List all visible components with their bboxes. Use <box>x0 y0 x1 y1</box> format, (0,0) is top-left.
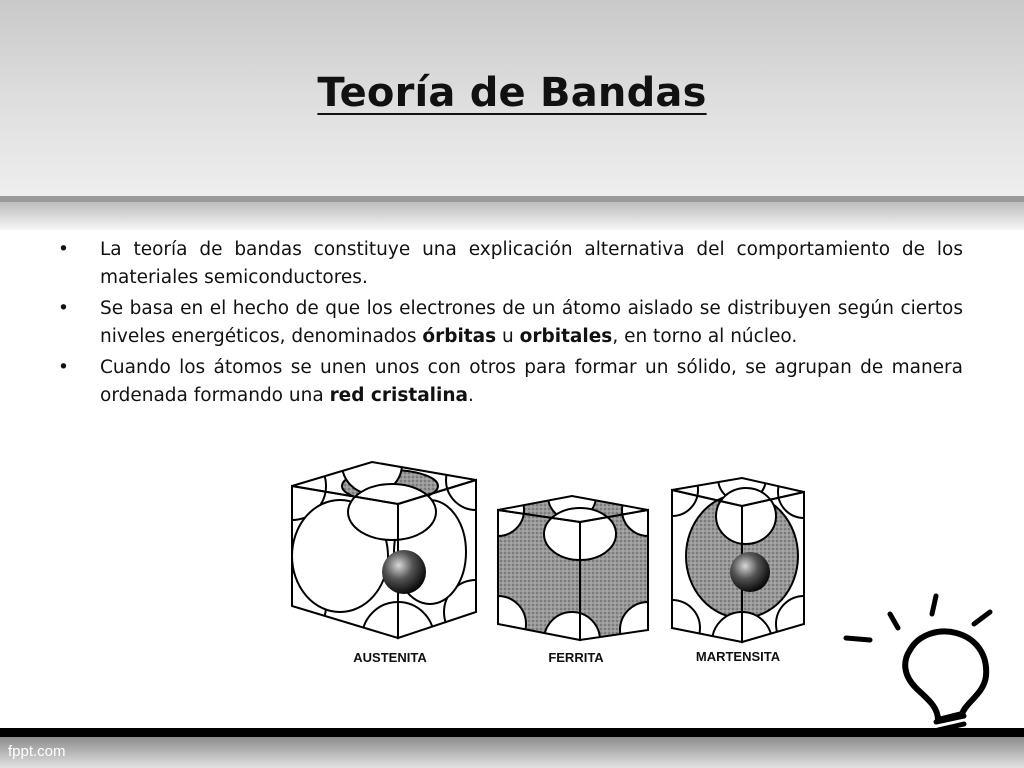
bullet-bold-term: órbitas <box>422 326 497 347</box>
slide-title <box>0 70 1024 116</box>
bullet-bold-term: orbitales <box>519 326 613 347</box>
bullet-item <box>58 354 963 410</box>
austenita-cell <box>280 452 508 674</box>
bullet-text: . <box>468 385 474 406</box>
header-divider-shadow <box>0 202 1024 230</box>
bullet-marker: • <box>58 298 69 319</box>
slide-title-text: Teoría de Bandas <box>317 70 707 116</box>
martensita-cell <box>644 454 820 672</box>
crystal-structures-figure <box>280 452 820 674</box>
footer-brand: fppt.com <box>8 743 66 760</box>
figure-label-martensita: MARTENSITA <box>695 649 781 664</box>
figure-label-ferrita: FERRITA <box>548 650 604 665</box>
bullet-bold-term: red cristalina <box>329 385 469 406</box>
figure-label-austenita: AUSTENITA <box>353 650 427 665</box>
bullet-list <box>58 236 963 413</box>
bullet-text: La teoría de bandas constituye una explicación alternativa del comportamiento de los materiales semiconductores. <box>100 239 963 288</box>
bullet-item <box>58 295 963 351</box>
footer <box>0 737 1024 768</box>
bullet-text: u <box>496 326 520 347</box>
bullet-item <box>58 236 963 292</box>
lightbulb-icon <box>840 590 1015 740</box>
bullet-marker: • <box>58 357 69 378</box>
bullet-text: Se basa en el hecho de que los electrones de un átomo aislado se distribuyen según ciertos niveles energéticos, denominados <box>100 298 963 347</box>
bullet-text: , en torno al núcleo. <box>612 326 798 347</box>
bullet-marker: • <box>58 239 69 260</box>
footer-bar <box>0 728 1024 737</box>
ferrita-cell <box>470 472 676 668</box>
bullet-text: Cuando los átomos se unen unos con otros para formar un sólido, se agrupan de manera ordenada formando una <box>100 357 963 406</box>
